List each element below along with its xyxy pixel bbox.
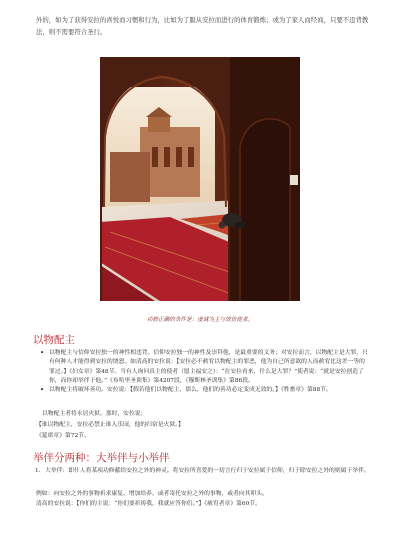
bullet-icon: •	[40, 349, 45, 357]
bullet-list	[40, 349, 370, 395]
section-heading-types: 举伴分两种：大举伴与小举伴	[33, 452, 170, 464]
bullet-icon: •	[40, 386, 45, 395]
paragraph-line: 以物配主者将永居火狱。那时，安拉说：	[42, 411, 147, 417]
numbered-list	[33, 467, 373, 476]
example-line: 例如：向安拉之外的事物祈求康复、增加给养，或者寄托安拉之外的事物，或者向其叩头。	[36, 491, 268, 497]
quran-quote: 清高的安拉说：【你们的主说：“你们要祈祷我，我就应答你们。”】《赦宥者章》第60节。	[36, 501, 261, 507]
section-heading-shirk: 以物配主	[33, 334, 75, 346]
quran-quote: 【谁以物配主，安拉必禁止谁入乐园，他的归宿是火狱。】	[36, 422, 184, 428]
quote-reference: 《筵席章》第72节。	[36, 433, 90, 439]
list-item: • 以物配主与信仰安拉独一的神性相违背。信仰安拉独一的神性及崇拜他，是最重要的义务；对安拉而言，以物配主是大罪，只有何种人才能得到安拉的饶恕。如清高的安拉说：【安拉必不赦宥以物配主的罪恶，他为自己所意欲的人而赦宥比这差一等的罪过。】《妇女章》第48节。当有人询问真主的使者（愿主福安之）：“在安拉看来，什么是大罪？”使者说：“就是安拉创造了你，而你却举伴于他。”《布哈里圣训集》第4207段，《穆斯林圣训集》第86段。	[40, 349, 368, 384]
list-item: • 以物配主将破坏善功。安拉说：【假若他们以物配主，那么，他们的善功必定变成无效的。】《牲畜章》第88节。	[40, 386, 332, 395]
list-item: 1. 大举伴：即什人将某项功修献给安拉之外的神灵。将安拉所喜爱的一切言行归于安拉属于信仰，归于除安拉之外的则属于举伴。	[33, 467, 373, 476]
mosque-photo	[100, 57, 300, 301]
mosque-arch-image	[100, 57, 300, 301]
photo-caption: 功修正确的条件是：虔诚为主与效仿使者。	[146, 317, 254, 323]
list-number: 1.	[35, 468, 41, 474]
intro-paragraph: 外的，如为了获得安拉的喜悦而习惯和行为，比如为了服从安拉而进行的体育锻炼；或为了家人而经商，只要不违背教法，则不需要符合圣行。	[36, 16, 369, 36]
